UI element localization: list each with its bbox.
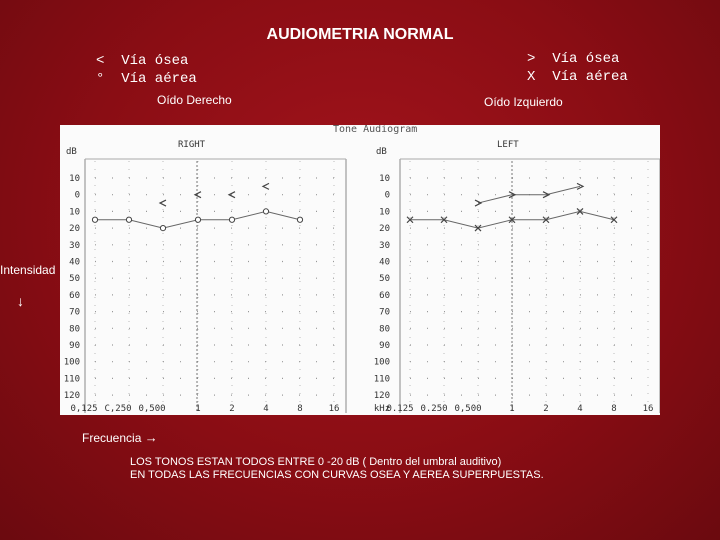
y-tick-label: 40	[69, 257, 80, 268]
y-tick-label: 0	[384, 190, 390, 201]
audiogram-svg	[60, 125, 660, 415]
y-tick-label: 80	[379, 324, 390, 335]
y-tick-label: 120	[373, 391, 390, 402]
x-tick-label: 0,125	[70, 404, 98, 414]
legend-right-ear	[96, 52, 197, 88]
air-conduction-point	[92, 217, 97, 222]
note-line: EN TODAS LAS FRECUENCIAS CON CURVAS OSEA Y AEREA SUPERPUESTAS.	[130, 469, 544, 481]
down-arrow-icon: ↓	[17, 293, 24, 309]
y-tick-label: 90	[379, 341, 390, 351]
y-tick-label: 10	[379, 174, 390, 184]
y-tick-label: 60	[69, 290, 80, 301]
y-tick-label: 10	[69, 207, 80, 218]
x-tick-label: 0.125	[386, 404, 414, 414]
y-tick-label: 90	[69, 341, 80, 351]
y-tick-label: 20	[379, 224, 390, 235]
x-tick-label: 0,500	[138, 404, 166, 414]
x-tick-label: 2	[543, 404, 549, 414]
frequency-label	[82, 430, 158, 445]
legend-air-conduction: X Vía aérea	[527, 69, 628, 85]
x-tick-label: 0,500	[454, 404, 482, 414]
y-tick-label: 30	[69, 240, 80, 251]
y-tick-label: 30	[379, 240, 390, 251]
air-conduction-point	[297, 217, 302, 222]
air-conduction-point	[229, 217, 234, 222]
x-tick-label: 0.250	[420, 404, 448, 414]
series-line	[478, 186, 580, 203]
page-title: AUDIOMETRIA NORMAL	[266, 26, 454, 43]
note-line: LOS TONOS ESTAN TODOS ENTRE 0 -20 dB ( Dentro del umbral auditivo)	[130, 456, 502, 468]
right-arrow-icon: →	[144, 430, 158, 445]
panel-label: RIGHT	[178, 140, 206, 150]
air-conduction-point	[263, 209, 268, 214]
audiogram-chart	[60, 125, 660, 415]
x-tick-label: 8	[297, 404, 303, 414]
chart-title: Tone Audiogram	[333, 125, 418, 135]
x-tick-label: 16	[642, 404, 654, 414]
legend-bone-conduction: < Vía ósea	[96, 53, 189, 69]
x-tick-label: 1	[195, 404, 201, 414]
x-tick-label: 4	[577, 404, 583, 414]
x-tick-label: 16	[328, 404, 340, 414]
x-axis-label: kHz	[373, 404, 391, 414]
frequency-text: Frecuencia	[82, 431, 142, 445]
intensity-label: Intensidad	[0, 263, 56, 277]
y-tick-label: 10	[379, 207, 390, 218]
y-tick-label: 20	[69, 224, 80, 235]
x-tick-label: 4	[263, 404, 269, 414]
y-tick-label: 60	[379, 290, 390, 301]
bone-conduction-point	[263, 183, 269, 189]
y-tick-label: 10	[69, 174, 80, 184]
panel-label: LEFT	[497, 140, 519, 150]
ear-label-left: Oído Izquierdo	[484, 95, 563, 109]
x-tick-label: 1	[509, 404, 515, 414]
y-tick-label: 80	[69, 324, 80, 335]
bone-conduction-point	[160, 200, 166, 206]
note-text	[130, 456, 544, 482]
air-conduction-point	[126, 217, 131, 222]
y-axis-label: dB	[66, 147, 77, 157]
y-tick-label: 100	[63, 357, 80, 368]
y-tick-label: 50	[379, 274, 390, 285]
x-tick-label: C,250	[104, 404, 132, 414]
y-axis-label: dB	[376, 147, 387, 157]
air-conduction-point	[195, 217, 200, 222]
y-tick-label: 100	[373, 357, 390, 368]
y-tick-label: 110	[373, 374, 390, 385]
y-tick-label: 70	[379, 307, 390, 318]
x-tick-label: 8	[611, 404, 617, 414]
x-tick-label: 2	[229, 404, 235, 414]
legend-air-conduction: ° Vía aérea	[96, 71, 197, 87]
legend-bone-conduction: > Vía ósea	[527, 51, 620, 67]
y-tick-label: 0	[74, 190, 80, 201]
y-tick-label: 110	[63, 374, 80, 385]
y-tick-label: 50	[69, 274, 80, 285]
ear-label-right: Oído Derecho	[157, 93, 232, 107]
air-conduction-point	[160, 226, 165, 231]
y-tick-label: 40	[379, 257, 390, 268]
legend-left-ear	[527, 50, 628, 86]
y-tick-label: 70	[69, 307, 80, 318]
y-tick-label: 120	[63, 391, 80, 402]
